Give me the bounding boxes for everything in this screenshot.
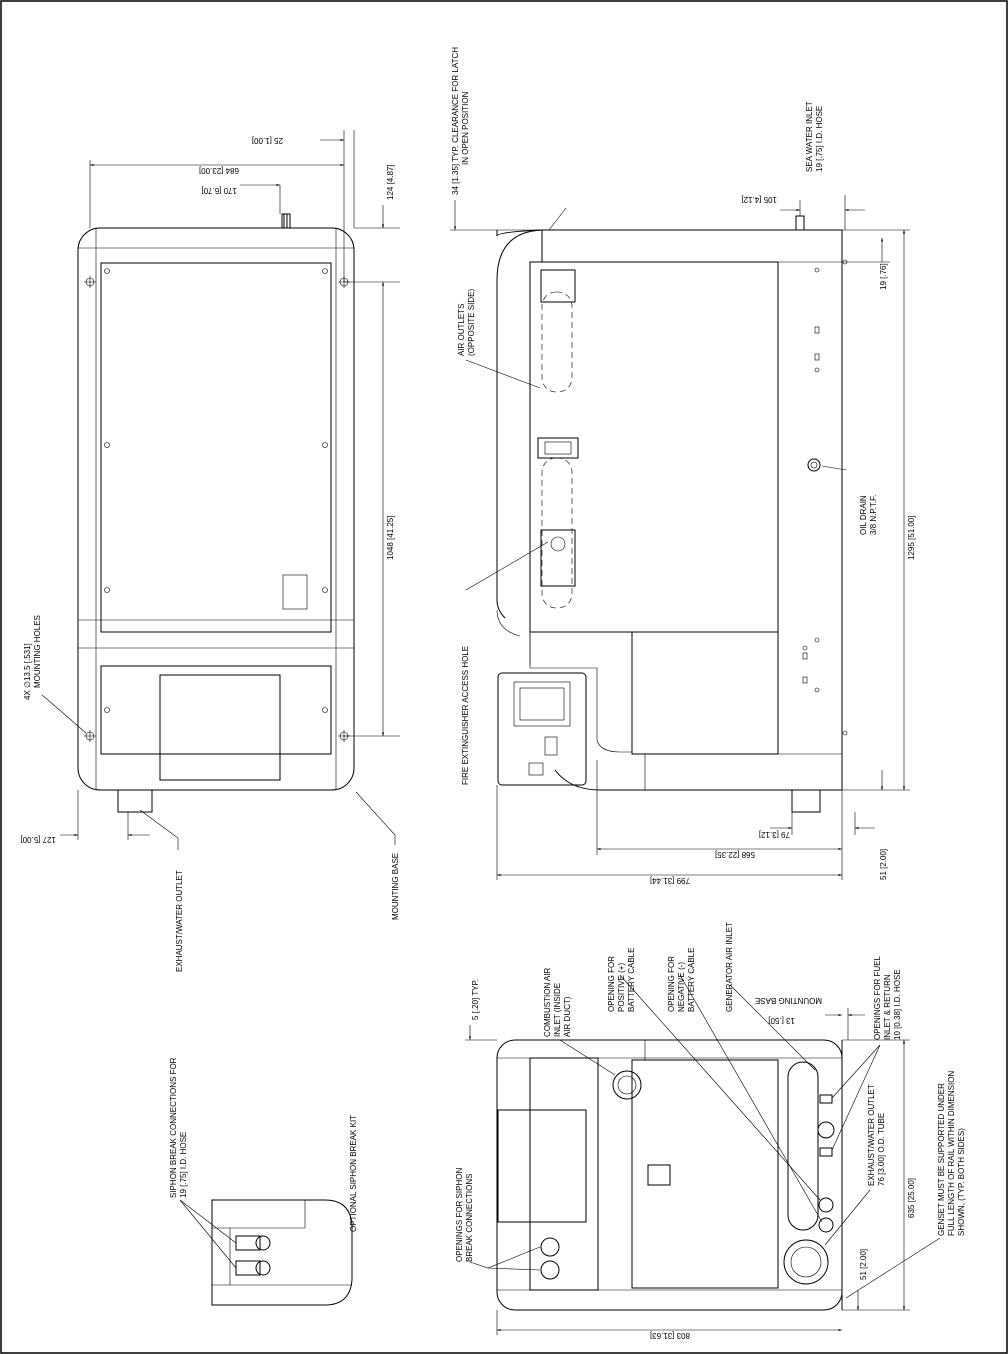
siphon-conn-label-1: SIPHON BREAK CONNECTIONS FOR <box>169 1057 178 1198</box>
fuel-label-3: 10 [0.38] I.D. HOSE <box>893 969 902 1040</box>
neg-cable-label-1: OPENING FOR <box>667 955 676 1012</box>
dim-13: 13 [.50] <box>768 1016 795 1025</box>
genset-label-1: GENSET MUST BE SUPPORTED UNDER <box>937 1083 946 1236</box>
oil-drain-label-1: OIL DRAIN <box>859 495 868 535</box>
siphon-conn-label-2: 19 [.75] I.D. HOSE <box>179 1131 188 1198</box>
dim-124: 124 [4.87] <box>386 164 395 200</box>
mounting-base-label: MOUNTING BASE <box>391 852 400 920</box>
sheet-border <box>1 1 1007 1353</box>
dim-25: 25 [1.00] <box>251 136 283 145</box>
genset-label-2: FULL LENGTH OF RAIL WITHIN DIMENSION <box>947 1070 956 1236</box>
latch-label-1: 34 [1.35] TYP. CLEARANCE FOR LATCH <box>451 46 460 195</box>
dim-799: 799 [31.44] <box>649 876 690 885</box>
sea-inlet-label-2: 19 [.75] I.D. HOSE <box>815 105 824 172</box>
combustion-label-2: INLET (INSIDE <box>553 982 562 1037</box>
dim-79: 79 [3.12] <box>758 830 790 839</box>
genset-label-3: SHOWN, (TYP. BOTH SIDES) <box>957 1128 966 1236</box>
latch-label-2: IN OPEN POSITION <box>461 91 470 165</box>
pos-cable-label-2: POSITIVE (+) <box>617 962 626 1012</box>
dim-170: 170 [6.70] <box>201 186 237 195</box>
mounting-holes-label-2: MOUNTING HOLES <box>33 615 42 688</box>
fire-hole-label: FIRE EXTINGUISHER ACCESS HOLE <box>461 645 470 785</box>
siphon-kit-label: OPTIONAL SIPHON BREAK KIT <box>349 1114 358 1232</box>
siphon-kit-view <box>169 1057 358 1305</box>
dim-105: 105 [4.12] <box>741 195 777 204</box>
dim-19: 19 [.76] <box>879 263 888 290</box>
dim-803: 803 [31.63] <box>649 1331 690 1340</box>
dim-51: 51 [2.00] <box>879 848 888 880</box>
exhaust-label-1: EXHAUST/WATER OUTLET <box>867 1084 876 1186</box>
dim-1295: 1295 [51.00] <box>907 515 916 560</box>
dim-684: 684 [23.00] <box>198 166 239 175</box>
pos-cable-label-3: BATTERY CABLE <box>627 947 636 1012</box>
air-outlets-label-2: (OPPOSITE SIDE) <box>467 288 476 356</box>
air-outlets-label-1: AIR OUTLETS <box>457 303 466 356</box>
oil-drain-label-2: 3/8 N.P.T.F. <box>869 494 878 535</box>
fuel-label-1: OPENINGS FOR FUEL <box>873 955 882 1040</box>
mounting-hole-icons <box>84 276 350 742</box>
combustion-label-1: COMBUSTION AIR <box>543 967 552 1037</box>
dim-568: 568 [22.35] <box>714 850 755 859</box>
neg-cable-label-3: BATTERY CABLE <box>687 947 696 1012</box>
dim-635: 635 [25.00] <box>907 1177 916 1218</box>
end-view <box>455 922 966 1340</box>
exhaust-outlet-label: EXHAUST/WATER OUTLET <box>175 870 184 972</box>
gen-air-inlet-label: GENERATOR AIR INLET <box>725 922 734 1012</box>
dim-1048: 1048 [41.25] <box>386 515 395 560</box>
mounting-base-label: MOUNTING BASE <box>754 996 822 1005</box>
pos-cable-label-1: OPENING FOR <box>607 955 616 1012</box>
dim-5: 5 [.20] TYP. <box>471 978 480 1020</box>
combustion-label-3: AIR DUCT) <box>563 996 572 1037</box>
exhaust-label-2: 76 [3.00] O.D. TUBE <box>877 1112 886 1186</box>
dim-127: 127 [5.00] <box>20 835 56 844</box>
side-view <box>450 47 916 885</box>
dim-51b: 51 [2.00] <box>859 1248 868 1280</box>
mounting-holes-label-1: 4X ∅13.5 [.531] <box>23 643 32 700</box>
siphon-openings-label-1: OPENINGS FOR SIPHON <box>455 1167 464 1262</box>
fuel-label-2: INLET & RETURN <box>883 974 892 1040</box>
siphon-openings-label-2: BREAK CONNECTIONS <box>465 1173 474 1262</box>
neg-cable-label-2: NEGATIVE (-) <box>677 961 686 1012</box>
top-view <box>20 130 400 972</box>
sea-inlet-label-1: SEA WATER INLET <box>805 101 814 172</box>
